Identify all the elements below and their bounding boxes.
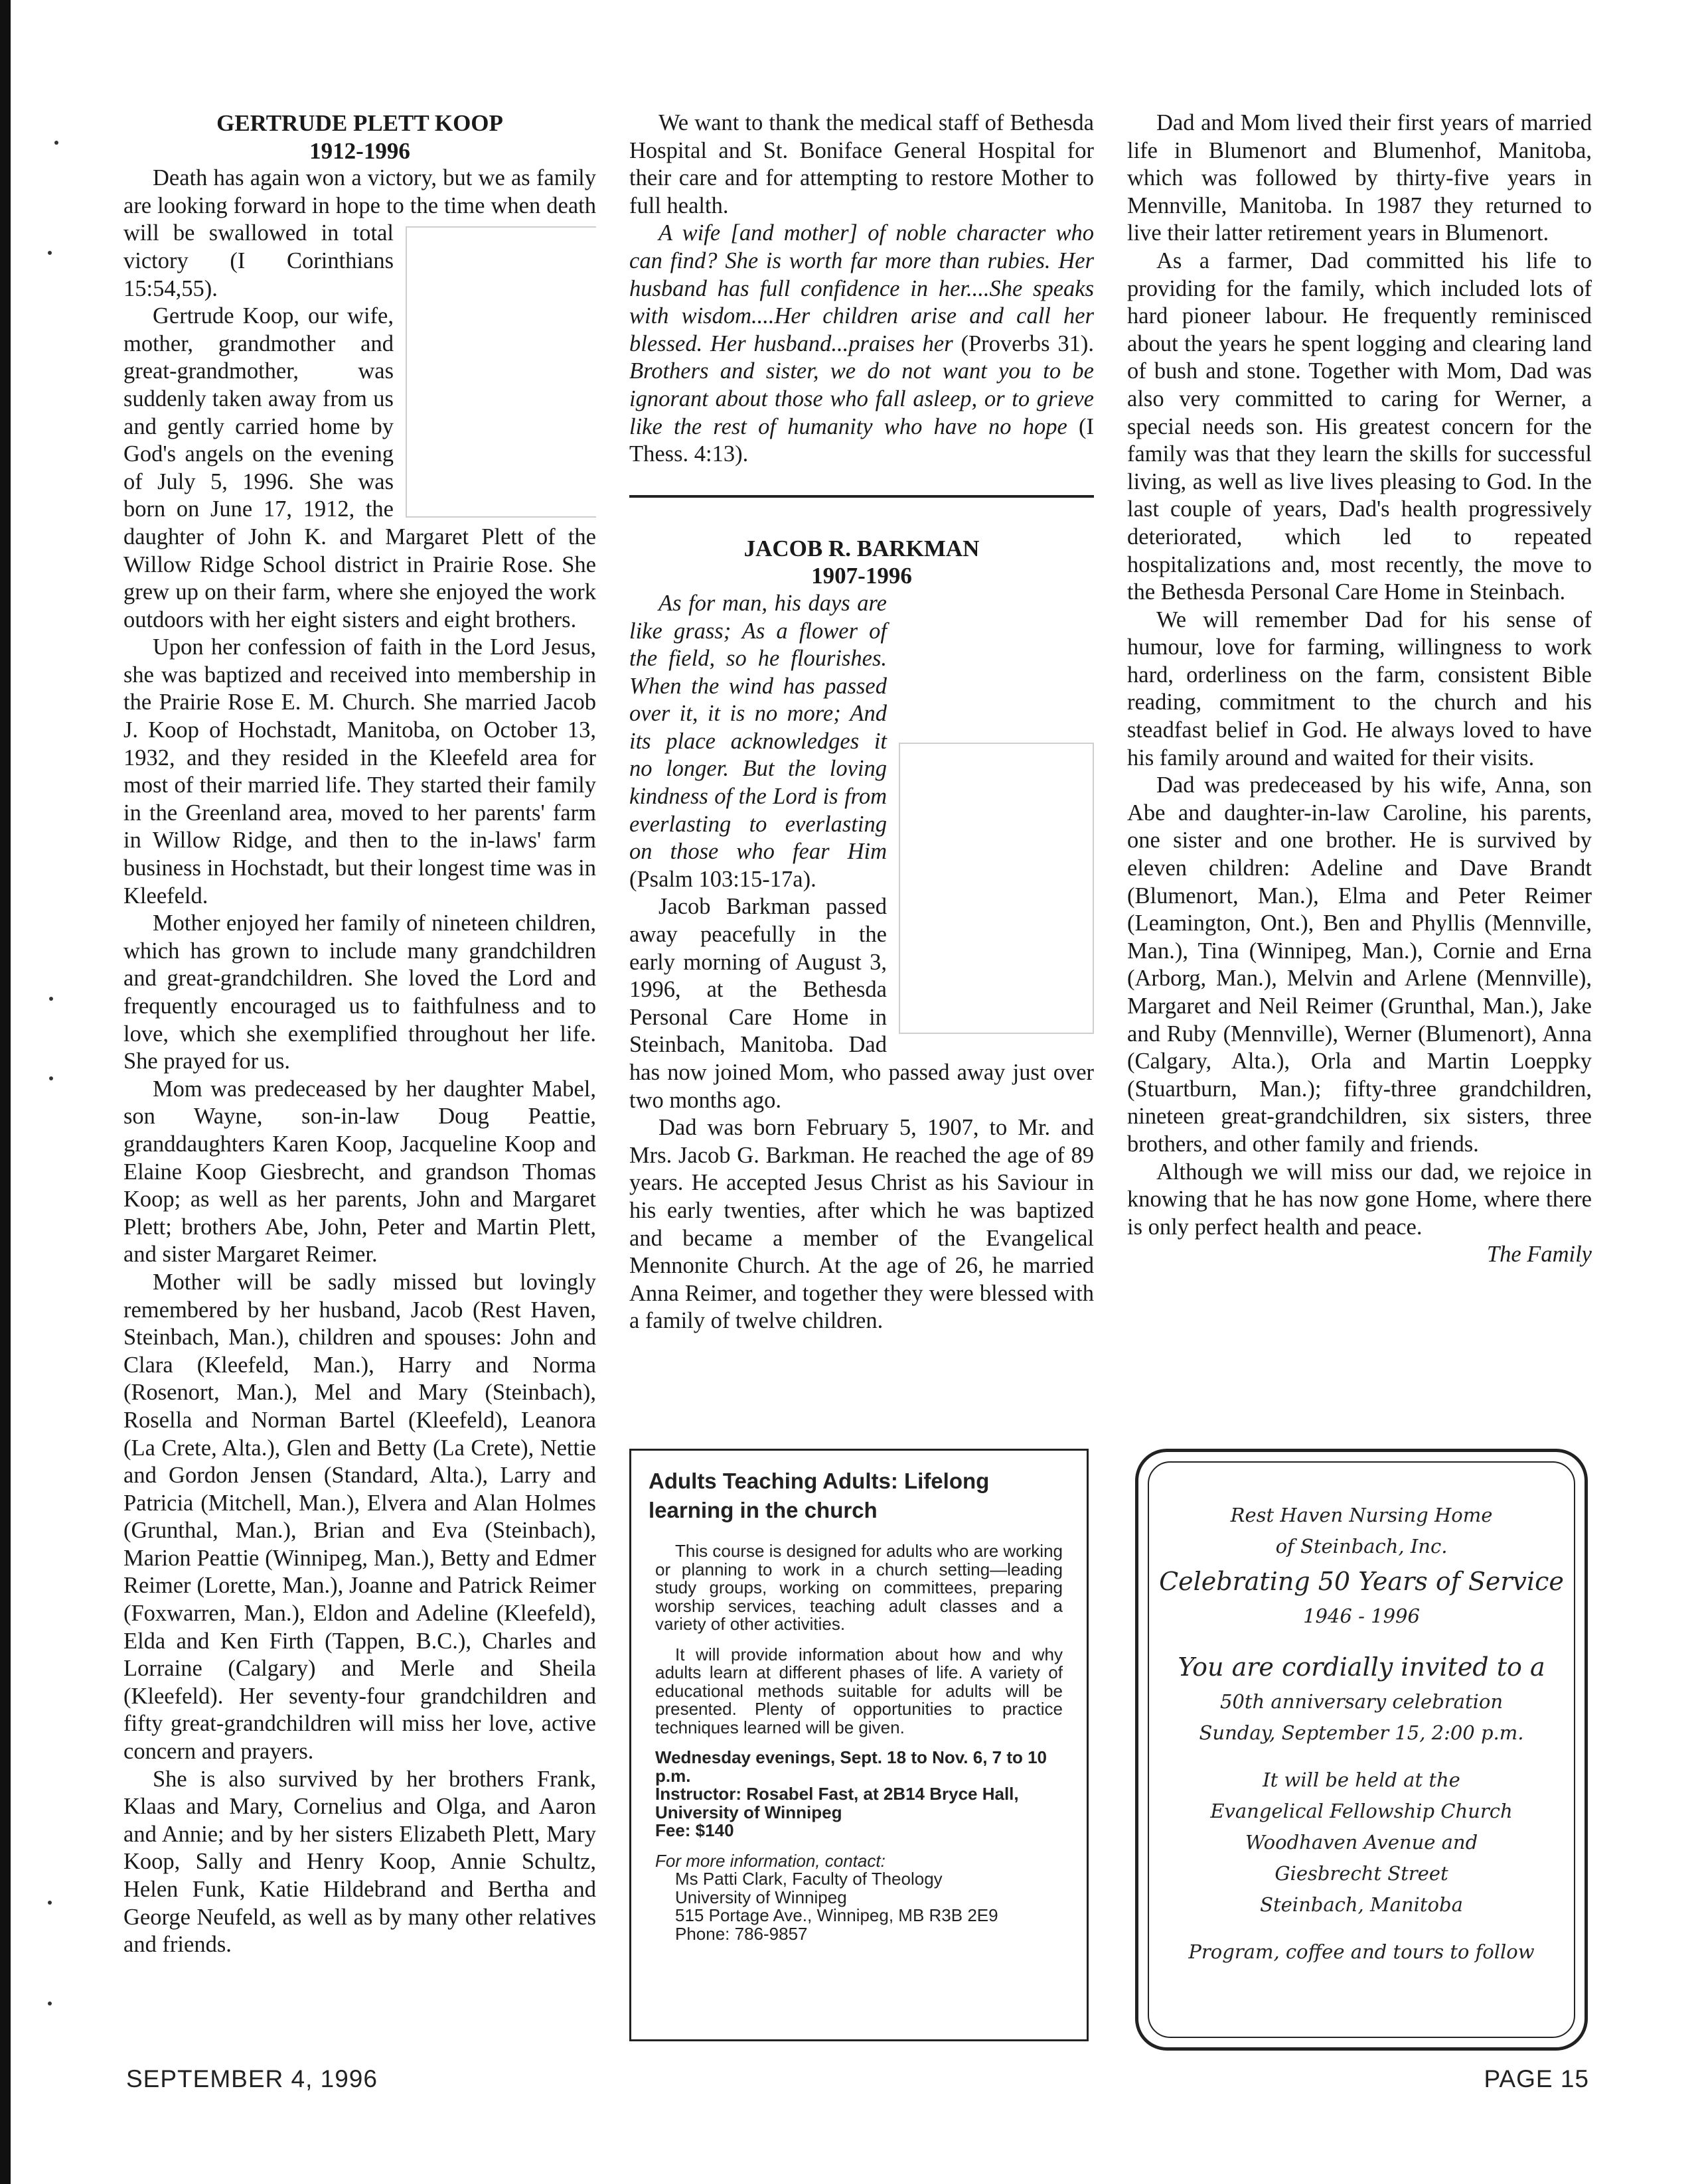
invitation-line: You are cordially invited to a: [1178, 1652, 1545, 1682]
invitation-spacer: [1149, 1632, 1574, 1648]
scan-speck: [49, 997, 53, 1001]
obituary-1-paragraph: Upon her confession of faith in the Lord Jesus, she was baptized and received into membership in the Prairie Rose E. M. Church. She married Jacob J. Koop of Hochstadt, Manitoba, on October 13, 1932, and they resided in the Kleefeld area for most of their married life. They started their family in the Greenland area, moved to her parents' farm in Willow Ridge, and then to the in-laws' farm business in Hochstadt, but their longest time was in Kleefeld.: [123, 634, 596, 909]
obituary-1-paragraph: She is also survived by her brothers Frank, Klaas and Mary, Cornelius and Olga, and Aaron and Annie; and by her sisters Elizabeth Plett, Mary Koop, Sally and Henry Koop, Annie Schultz, Helen Funk, Katie Hildebrand and Bertha and George Neufeld, as well as by many other relatives and friends.: [123, 1766, 596, 1958]
obituary-1-paragraph: Mother enjoyed her family of nineteen children, which has grown to include many grandchildren and great-grandchildren. She loved the Lord and frequently encouraged us to faithfulness and to love, which she exemplified throughout her life. She prayed for us.: [123, 910, 596, 1074]
anniversary-invitation: [1148, 1461, 1575, 2038]
invitation-line: Program, coffee and tours to follow: [1188, 1940, 1535, 1963]
obituary-2-years: 1907-1996: [811, 563, 912, 589]
invitation-spacer: [1149, 1921, 1574, 1936]
obituary-2-paragraph: We will remember Dad for his sense of humour, love for farming, willingness to work hard, orderliness on the farm, consistent Bible reading, commitment to the church and his steadfast belief in God. He always loved to have his family around and waited for their visits.: [1127, 607, 1592, 770]
footer-date: SEPTEMBER 4, 1996: [126, 2065, 378, 2092]
course-ad-contact-line: University of Winnipeg: [675, 1887, 847, 1907]
footer-page-number: PAGE 15: [1484, 2065, 1589, 2092]
course-ad-description: This course is designed for adults who are working or planning to work in a church setting—leading study groups, working on committees, preparing worship services, teaching adult classes and a variety of other activities.: [655, 1541, 1063, 1634]
photo-placeholder-gertrude-koop: [406, 226, 596, 518]
invitation-line: Evangelical Fellowship Church: [1210, 1800, 1513, 1822]
invitation-line: 50th anniversary celebration: [1219, 1690, 1504, 1713]
course-ad-contact-line: 515 Portage Ave., Winnipeg, MB R3B 2E9: [675, 1905, 998, 1925]
scan-speck: [49, 1076, 53, 1080]
course-ad-contact-line: Ms Patti Clark, Faculty of Theology: [675, 1869, 943, 1889]
column-2: [629, 109, 1094, 1335]
invitation-line: Sunday, September 15, 2:00 p.m.: [1199, 1721, 1524, 1744]
scan-speck: [48, 1901, 52, 1905]
invitation-spacer: [1149, 1749, 1574, 1765]
invitation-line: It will be held at the: [1263, 1769, 1460, 1791]
obituary-1-closing-scripture: A wife [and mother] of noble character who can find? She is worth far more than rubies. Her husband has full confidence in her....She speaks with wisdom....Her children arise and call her blessed. Her husband...praises her (Proverbs 31). Brothers and sister, we do not want you to be ignorant about those who fall asleep, or to grieve like the rest of humanity who have no hope (I Thess. 4:13).: [629, 220, 1094, 467]
obituary-1-paragraph: We want to thank the medical staff of Bethesda Hospital and St. Boniface General Hospital for their care and for attempting to restore Mother to full health.: [629, 110, 1094, 218]
section-divider-rule: [629, 495, 1094, 498]
course-ad-description: It will provide information about how and why adults learn at different phases of life. A variety of educational methods suitable for adults will be presented. Plenty of opportunities to practice techniques learned will be given.: [655, 1644, 1063, 1737]
obit1-p1-start: Death has again won a victory, but we as family are looking forward in hope to the time when death will be swallowed in total: [123, 165, 596, 246]
obituary-2-signoff: The Family: [1486, 1242, 1592, 1268]
anniversary-invitation-frame: [1135, 1449, 1588, 2051]
obituary-1-paragraph: Gertrude Koop, our wife, mother, grandmother and great-grandmother, was suddenly taken away from us and gently carried home by God's angels on the evening of July 5, 1996. She was born on June 17, 1912, the daughter of John K. and Margaret Plett of the Willow Ridge School district in Prairie Rose. She grew up on their farm, where she enjoyed the work outdoors with her eight sisters and eight brothers.: [123, 303, 596, 632]
invitation-line: of Steinbach, Inc.: [1275, 1535, 1448, 1558]
column-1: [123, 109, 596, 1959]
obituary-2-paragraph: Dad was predeceased by his wife, Anna, son Abe and daughter-in-law Caroline, his parents, one sister and one brother. He is survived by eleven children: Adeline and Dave Brandt (Blumenort, Man.), Elma and Peter Reimer (Leamington, Ont.), Ben and Phyllis (Mennville, Man.), Tina (Winnipeg, Man.), Cornie and Erna (Arborg, Man.), Melvin and Arlene (Mennville), Margaret and Neil Reimer (Grunthal, Man.), Jake and Ruby (Mennville), Werner (Blumenort), Anna (Calgary, Alta.), Orla and Martin Loeppky (Stuartburn, Man.); fifty-three grandchildren, nineteen great-grandchildren, six sisters, three brothers, and other family and friends.: [1127, 772, 1592, 1157]
invitation-line: 1946 - 1996: [1303, 1605, 1420, 1627]
course-ad-instructor: Instructor: Rosabel Fast, at 2B14 Bryce Hall, University of Winnipeg: [655, 1784, 1019, 1822]
course-ad-fee: Fee: $140: [655, 1820, 734, 1840]
course-ad-contact-label: For more information, contact:: [655, 1850, 886, 1871]
course-ad-box: [629, 1449, 1089, 2041]
obituary-1-paragraph: Mother will be sadly missed but lovingly remembered by her husband, Jacob (Rest Haven, Steinbach, Man.), children and spouses: John and Clara (Kleefeld, Man.), Harry and Norma (Rosenort, Man.), Mel and Mary (Steinbach), Rosella and Norman Bartel (Kleefeld), Leanora (La Crete, Alta.), Glen and Betty (La Crete), Nettie and Gordon Jensen (Standard, Alta.), Larry and Patricia (Mitchell, Man.), Elvera and Alan Holmes (Grunthal, Man.), Brian and Eva (Steinbach), Marion Peattie (Winnipeg, Man.), Betty and Edmer Reimer (Lorette, Man.), Joanne and Patrick Reimer (Foxwarren, Man.), Eldon and Adeline (Kleefeld), Elda and Ken Firth (Tappen, B.C.), Charles and Lorraine (Calgary) and Merle and Sheila (Kleefeld). Her seventy-four grandchildren and fifty great-grandchildren will miss her love, active concern and prayers.: [123, 1269, 596, 1765]
scan-speck: [48, 2002, 52, 2005]
scan-speck: [48, 251, 52, 255]
course-ad-schedule: Wednesday evenings, Sept. 18 to Nov. 6, 7 to 10 p.m.: [655, 1747, 1047, 1786]
course-ad-title: Adults Teaching Adults: Lifelong learning in the church: [649, 1469, 990, 1522]
photo-placeholder-jacob-barkman: [899, 743, 1094, 1034]
scan-speck: [54, 141, 58, 145]
obituary-2-paragraph: Dad and Mom lived their first years of married life in Blumenort and Blumenhof, Manitoba, which was followed by thirty-five years in Mennville, Manitoba. In 1987 they returned to live their latter retirement years in Blumenort.: [1127, 110, 1592, 246]
invitation-line: Steinbach, Manitoba: [1260, 1893, 1463, 1916]
column-3: [1127, 109, 1592, 1269]
obituary-2-paragraph: Although we will miss our dad, we rejoice in knowing that he has now gone Home, where there is only perfect health and peace.: [1127, 1159, 1592, 1240]
obituary-2-paragraph: As a farmer, Dad committed his life to providing for the family, which included lots of hard pioneer labour. He frequently reminisced about the years he spent logging and clearing land of bush and stone. Together with Mom, Dad was also very committed to caring for Werner, a special needs son. His greatest concern for the family was that they learn the skills for successful living, as well as live lives pleasing to God. In the last couple of years, Dad's health progressively deteriorated, which led to repeated hospitalizations and, most recently, the move to the Bethesda Personal Care Home in Steinbach.: [1127, 248, 1592, 605]
obit1-p1-end: victory (I Corinthians 15:54,55).: [123, 248, 394, 301]
obituary-2-paragraph: Jacob Barkman passed away peacefully in the early morning of August 3, 1996, at the Bethesda Personal Care Home in Steinbach, Manitoba. Dad has now joined Mom, who passed away just over two months ago.: [629, 894, 1094, 1113]
invitation-headline: Celebrating 50 Years of Service: [1159, 1567, 1564, 1596]
obituary-2-opening-scripture: As for man, his days are like grass; As a flower of the field, so he flourishes. When the wind has passed over it, it is no more; And its place acknowledges it no longer. But the loving kindness of the Lord is from everlasting to everlasting on those who fear Him (Psalm 103:15-17a).: [629, 590, 1094, 894]
obituary-2-name: JACOB R. BARKMAN: [743, 535, 980, 561]
obituary-1-name: GERTRUDE PLETT KOOP: [216, 110, 503, 136]
invitation-line: Woodhaven Avenue and: [1245, 1831, 1478, 1854]
invitation-line: Rest Haven Nursing Home: [1230, 1504, 1493, 1526]
obituary-2-paragraph: Dad was born February 5, 1907, to Mr. and Mrs. Jacob G. Barkman. He reached the age of 89 years. He accepted Jesus Christ as his Saviour in his early twenties, after which he was baptized and became a member of the Evangelical Mennonite Church. At the age of 26, he married Anna Reimer, and together they were blessed with a family of twelve children.: [629, 1115, 1094, 1334]
invitation-line: Giesbrecht Street: [1275, 1862, 1448, 1885]
obituary-1-paragraph: Mom was predeceased by her daughter Mabel, son Wayne, son-in-law Doug Peattie, granddaughters Karen Koop, Jacqueline Koop and Elaine Koop Giesbrecht, and grandson Thomas Koop; as well as her parents, John and Margaret Plett; brothers Abe, John, Peter and Martin Plett, and sister Margaret Reimer.: [123, 1076, 596, 1268]
page-binding-edge: [0, 0, 11, 2184]
obituary-1-years: 1912-1996: [309, 137, 410, 164]
obituary-1-paragraph: [123, 165, 596, 303]
course-ad-contact-line: Phone: 786-9857: [675, 1923, 808, 1944]
